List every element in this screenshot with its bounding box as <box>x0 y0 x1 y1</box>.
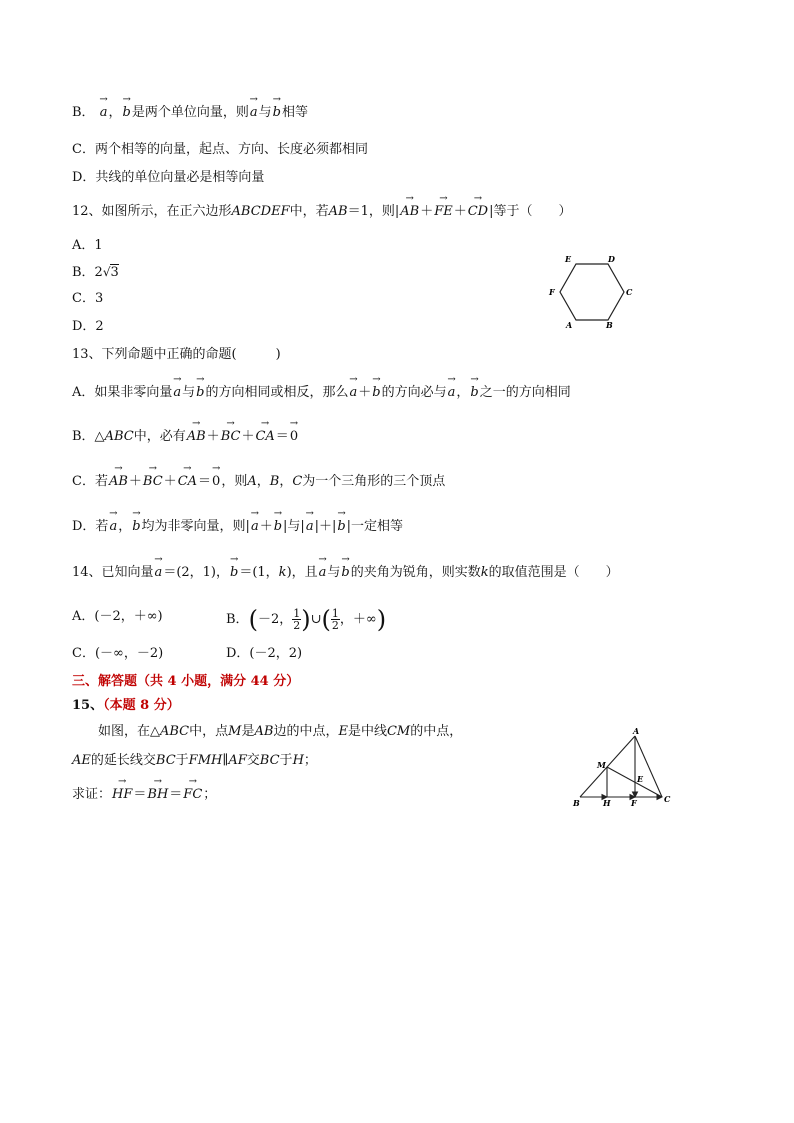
q12-option-c: C．3 <box>72 291 104 306</box>
q15-line-1: 如图，在△ABC中，点M是AB边的中点，E是中线CM的中点， <box>98 724 463 739</box>
zero-vector: → 0 <box>211 473 221 491</box>
vector-b: → b <box>195 384 205 402</box>
hex-label-c: C <box>626 287 633 297</box>
vector-a: → a <box>318 564 328 582</box>
vector-a: → a <box>305 518 315 536</box>
q14-option-a: A．(－2，＋∞) <box>72 609 163 624</box>
vector-b: → b <box>121 104 131 122</box>
vector-cd: → CD <box>467 203 489 221</box>
q11-option-d: D．共线的单位向量必是相等向量 <box>72 170 265 185</box>
tri-label-b: B <box>573 798 580 808</box>
q15-line-2: AE的延长线交BC于FMH∥AF交BC于H； <box>72 753 317 768</box>
tri-label-a: A <box>633 726 640 736</box>
hex-label-f: F <box>549 287 555 297</box>
vector-ca: → CA <box>254 428 275 446</box>
vector-ab: → AB <box>186 428 207 446</box>
tri-label-m: M <box>597 760 606 770</box>
vector-ab: → AB <box>399 203 420 221</box>
vector-a: → a <box>108 518 118 536</box>
tri-label-h: H <box>603 798 611 808</box>
q14-stem: 14、已知向量→ a＝(2，1)，→ b＝(1，k)，且→ a与→ b的夹角为锐角，则实数k的取值范围是（ ） <box>72 564 619 582</box>
vector-fc: → FC <box>182 786 203 804</box>
q11-option-c: C．两个相等的向量，起点、方向、长度必须都相同 <box>72 142 368 157</box>
vector-a: → a <box>99 104 109 122</box>
vector-a: → a <box>447 384 457 402</box>
q12-option-b: B．2√3 <box>72 265 119 280</box>
vector-fe: → FE <box>433 203 454 221</box>
section-heading: 三、解答题（共 4 小题，满分 44 分） <box>72 674 300 689</box>
vector-a: → a <box>249 104 259 122</box>
vector-ab: → AB <box>108 473 129 491</box>
q13-stem: 13、下列命题中正确的命题( ) <box>72 347 281 362</box>
vector-b: → b <box>229 564 239 582</box>
vector-b: → b <box>371 384 381 402</box>
q11-option-b: B． → a，→ b是两个单位向量，则→ a与→ b相等 <box>72 104 308 122</box>
vector-hf: → HF <box>111 786 133 804</box>
vector-b: → b <box>340 564 350 582</box>
q15-heading: 15、（本题 8 分） <box>72 698 180 713</box>
vector-a: → a <box>349 384 359 402</box>
fraction-half: $\frac{1}{2}$ <box>293 607 301 632</box>
vector-ca: → CA <box>177 473 198 491</box>
vector-b: → b <box>336 518 346 536</box>
vector-b: → b <box>131 518 141 536</box>
q15-line-3: 求证：→ HF＝→ BH＝→ FC； <box>72 786 216 804</box>
q12-option-a: A．1 <box>72 238 103 253</box>
vector-b: → b <box>469 384 479 402</box>
tri-label-e: E <box>637 774 644 784</box>
tri-label-c: C <box>664 794 671 804</box>
q12-stem: 12、如图所示，在正六边形ABCDEF中，若AB＝1，则|→ AB＋→ FE＋→ CD|等于（ ） <box>72 203 572 221</box>
hexagon-figure <box>540 252 640 332</box>
vector-a: → a <box>250 518 260 536</box>
q13-option-c: C．若→ AB＋→ BC＋→ CA＝→ 0，则A，B，C为一个三角形的三个顶点 <box>72 473 445 491</box>
q14-option-b: B．(－2， $\frac{1}{2}$ )∪( $\frac{1}{2}$ ，＋∞) <box>226 605 387 634</box>
vector-bh: → BH <box>146 786 169 804</box>
hex-label-b: B <box>606 320 613 330</box>
fraction-half: $\frac{1}{2}$ <box>331 607 339 632</box>
hex-label-e: E <box>565 254 572 264</box>
q13-option-d: D．若→ a，→ b均为非零向量，则|→ a＋→ b|与|→ a|＋|→ b|一定相等 <box>72 518 403 536</box>
q13-option-a: A．如果非零向量→ a与→ b的方向相同或相反，那么→ a＋→ b的方向必与→ a，→ b之一的方向相同 <box>72 384 571 402</box>
vector-a: → a <box>172 384 182 402</box>
vector-b: → b <box>273 518 283 536</box>
zero-vector: → 0 <box>289 428 299 446</box>
q14-option-d: D．(－2，2) <box>226 646 303 661</box>
q14-option-c: C．(－∞，－2) <box>72 646 164 661</box>
hex-label-a: A <box>566 320 573 330</box>
vector-b: → b <box>272 104 282 122</box>
triangle-figure <box>566 724 676 814</box>
tri-label-f: F <box>631 798 637 808</box>
vector-bc: → BC <box>220 428 242 446</box>
q12-option-d: D．2 <box>72 319 104 334</box>
vector-bc: → BC <box>142 473 164 491</box>
q13-option-b: B．△ABC中，必有→ AB＋→ BC＋→ CA＝→ 0 <box>72 428 299 446</box>
hex-label-d: D <box>608 254 615 264</box>
vector-a: → a <box>154 564 164 582</box>
